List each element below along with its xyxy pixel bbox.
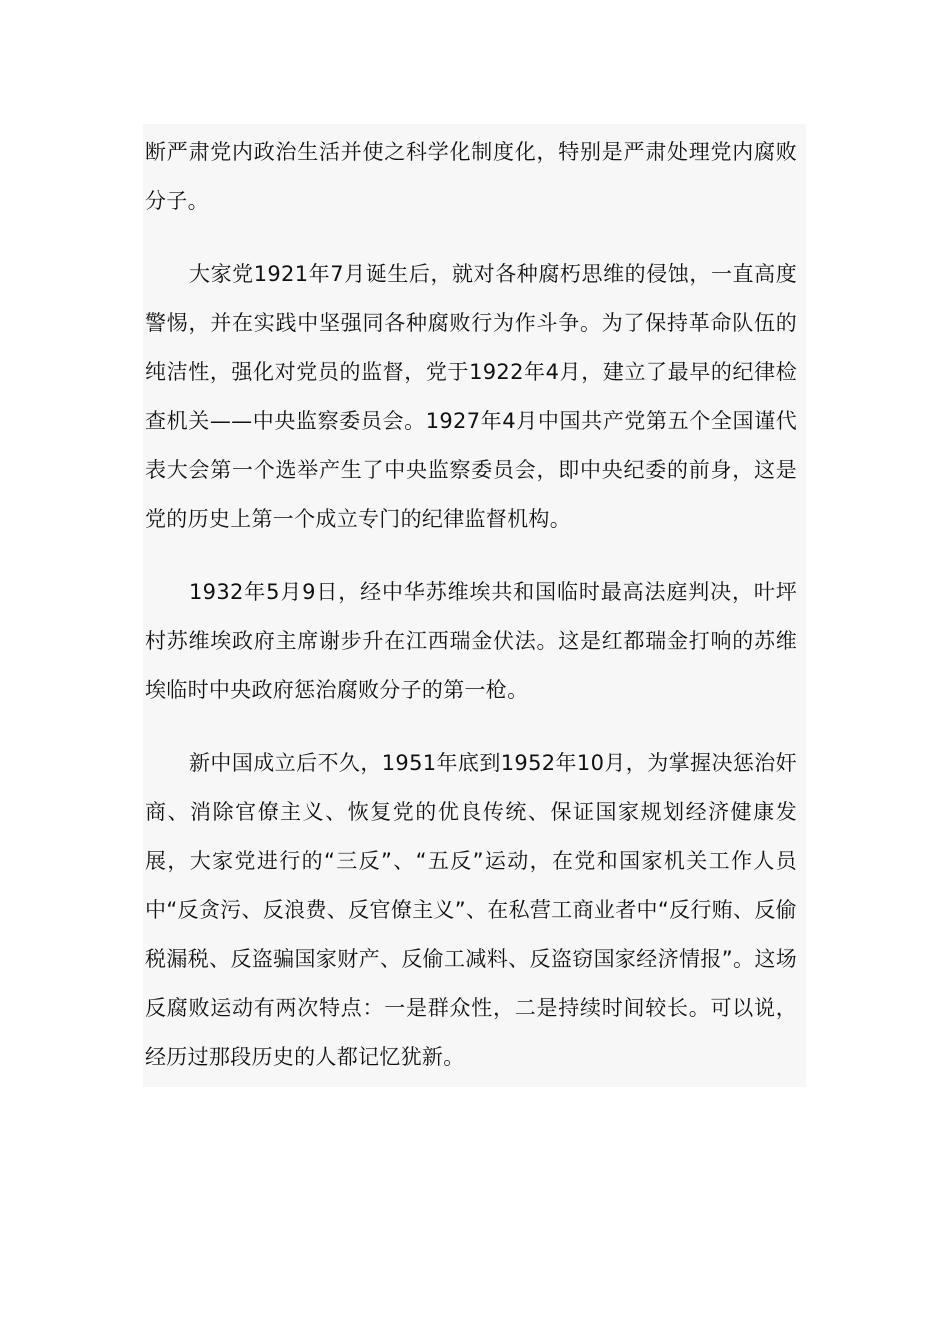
paragraph-three-anti-five-anti: 新中国成立后不久，1951年底到1952年10月，为掌握决惩治奸商、消除官僚主义、恢复党的优良传统、保证国家规划经济健康发展，大家党进行的“三反”、“五反”运动，在党和国家机关工作人员中“反贪污、反浪费、反官僚主义”、在私营工商业者中“反行贿、反偷税漏税、反盗骗国家财产、反偷工减料、反盗窃国家经济情报”。这场反腐败运动有两次特点：一是群众性，二是持续时间较长。可以说，经历过那段历史的人都记忆犹新。 <box>145 751 797 1069</box>
document-body <box>145 128 797 1082</box>
paragraph-party-founding: 大家党1921年7月诞生后，就对各种腐朽思维的侵蚀，一直高度警惕，并在实践中坚强同各种腐败行为作斗争。为了保持革命队伍的纯洁性，强化对党员的监督，党于1922年4月，建立了最早的纪律检查机关——中央监察委员会。1927年4月中国共产党第五个全国谨代表大会第一个选举产生了中央监察委员会，即中央纪委的前身，这是党的历史上第一个成立专门的纪律监督机构。 <box>145 262 797 531</box>
paragraph-ruijin-execution: 1932年5月9日，经中华苏维埃共和国临时最高法庭判决，叶坪村苏维埃政府主席谢步升在江西瑞金伏法。这是红都瑞金打响的苏维埃临时中央政府惩治腐败分子的第一枪。 <box>145 580 797 702</box>
paragraph-continuation: 断严肃党内政治生活并使之科学化制度化，特别是严肃处理党内腐败分子。 <box>145 140 797 213</box>
